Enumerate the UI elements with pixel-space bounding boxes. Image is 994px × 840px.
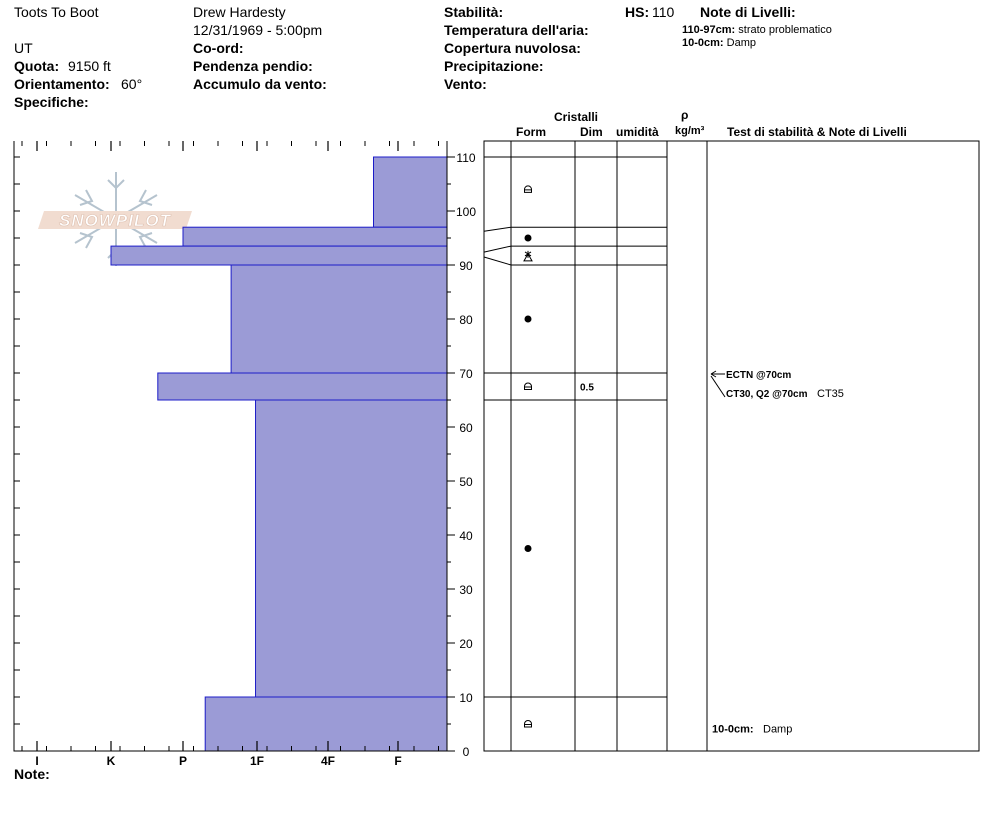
test-pointer [711, 376, 725, 397]
x-tick-label: 4F [320, 754, 336, 768]
layer-note-range: 10-0cm: [682, 37, 724, 49]
location-name: Toots To Boot [14, 4, 99, 20]
wind-loading-label: Accumulo da vento: [193, 76, 327, 92]
profile-table-frame [484, 141, 979, 751]
test-label: ECTN @70cm [726, 370, 792, 381]
layer-note-text: strato problematico [738, 24, 832, 36]
aspect-label: Orientamento: [14, 76, 110, 92]
y-tick-label: 50 [459, 475, 473, 489]
size-header: Dim [580, 125, 603, 139]
hardness-bar [111, 246, 447, 265]
solid-dot-icon [525, 235, 532, 242]
grain-size-label: 0.5 [580, 382, 594, 394]
density-unit-header: kg/m³ [675, 125, 705, 137]
y-tick-label: 70 [459, 367, 473, 381]
x-tick-label: I [35, 754, 39, 768]
test-label: CT30, Q2 @70cm [726, 389, 808, 400]
x-tick-label: K [106, 754, 116, 768]
hardness-bar [374, 157, 448, 227]
logo-text: SNOWPILOT [59, 211, 171, 230]
rounded-grain-icon [525, 186, 532, 193]
hardness-bar [256, 400, 447, 697]
y-tick-label: 90 [459, 259, 473, 273]
observer-name: Drew Hardesty [193, 4, 286, 20]
layer-connector [484, 227, 511, 231]
state: UT [14, 40, 33, 56]
elevation-label: Quota: [14, 58, 60, 74]
stability-label: Stabilità: [444, 4, 504, 20]
hardness-bar [158, 373, 447, 400]
layer-connector [484, 246, 511, 252]
side-note-text: Damp [763, 723, 793, 736]
layer-notes-label: Note di Livelli: [700, 4, 796, 20]
surface-hoar-icon [524, 251, 532, 261]
test-extra-label: CT35 [817, 388, 844, 400]
x-tick-label: F [394, 754, 402, 768]
rounded-grain-icon [525, 721, 532, 728]
elevation-value: 9150 ft [68, 58, 111, 74]
rho-header: ρ [681, 108, 689, 122]
crystals-header: Cristalli [554, 110, 599, 124]
y-tick-label: 20 [459, 637, 473, 651]
hardness-bar [231, 265, 447, 373]
precip-label: Precipitazione: [444, 58, 544, 74]
coord-label: Co-ord: [193, 40, 244, 56]
air-temp-label: Temperatura dell'aria: [444, 22, 589, 38]
aspect-value: 60° [121, 76, 143, 92]
layer-note-range: 110-97cm: [682, 24, 736, 36]
specifics-label: Specifiche: [14, 94, 89, 110]
y-tick-label: 30 [459, 583, 473, 597]
wind-label: Vento: [444, 76, 487, 92]
y-tick-label: 110 [456, 151, 476, 165]
hs-label: HS: [625, 4, 650, 20]
rounded-grain-icon [525, 383, 532, 390]
y-tick-label: 60 [459, 421, 473, 435]
observation-datetime: 12/31/1969 - 5:00pm [193, 22, 323, 38]
layer-connector [484, 257, 511, 265]
moisture-header: umidità [616, 125, 659, 139]
tests-notes-header: Test di stabilità & Note di Livelli [727, 125, 907, 139]
x-tick-label: P [178, 754, 188, 768]
hs-value: 110 [652, 4, 675, 20]
hardness-bar [205, 697, 447, 751]
y-tick-label: 80 [459, 313, 473, 327]
y-tick-label: 40 [459, 529, 473, 543]
solid-dot-icon [525, 316, 532, 323]
y-tick-label: 10 [459, 691, 473, 705]
form-header: Form [516, 125, 546, 139]
y-tick-label: 100 [455, 205, 477, 219]
side-note-range: 10-0cm: [712, 723, 754, 736]
x-tick-label: 1F [249, 754, 265, 768]
solid-dot-icon [525, 545, 532, 552]
notes-label: Note: [14, 766, 50, 782]
slope-label: Pendenza pendio: [193, 58, 313, 74]
hardness-bar [183, 227, 447, 246]
layer-note-text: Damp [726, 37, 756, 49]
cloud-cover-label: Copertura nuvolosa: [444, 40, 581, 56]
y-tick-label: 0 [462, 745, 470, 759]
